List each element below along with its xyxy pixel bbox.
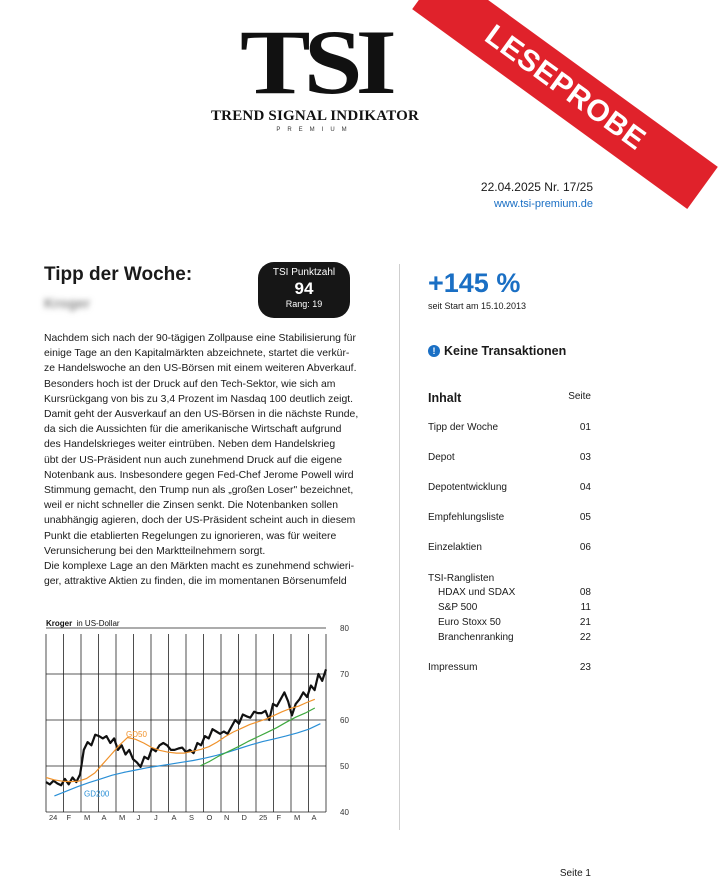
company-name-blurred: Kroger xyxy=(44,295,90,311)
score-value: 94 xyxy=(294,279,314,298)
column-divider xyxy=(399,264,400,830)
x-tick-label: M xyxy=(119,813,126,822)
performance-since: seit Start am 15.10.2013 xyxy=(428,301,527,311)
annotation-gd200: GD200 xyxy=(84,789,110,799)
chart-title: Kroger xyxy=(46,619,73,628)
y-tick-label: 80 xyxy=(340,624,349,633)
toc-item-impressum[interactable]: Impressum 23 xyxy=(428,662,591,673)
x-tick-label: J xyxy=(154,813,158,822)
website-link[interactable]: www.tsi-premium.de xyxy=(493,198,593,210)
x-tick-label: N xyxy=(224,813,230,822)
transactions-status xyxy=(428,344,566,358)
toc-item-depot[interactable]: Depot 03 xyxy=(428,452,591,463)
article-body xyxy=(44,331,360,589)
leseprobe-ribbon: LESEPROBE xyxy=(412,0,718,209)
article-line: einige Tage an den Kapitalmärkten abzeichnete, startet die verkür- xyxy=(44,348,350,360)
x-tick-label: S xyxy=(189,813,195,822)
toc-item-empfehlungsliste[interactable]: Empfehlungsliste 05 xyxy=(428,512,591,523)
logo-premium: PREMIUM xyxy=(276,127,354,133)
y-tick-label: 70 xyxy=(340,670,349,679)
toc-item-ranglisten[interactable]: TSI-Ranglisten xyxy=(428,573,495,584)
x-tick-label: M xyxy=(294,813,301,822)
x-tick-label: F xyxy=(66,813,72,822)
article-line: Damit geht der Ausverkauf an den US-Börsen in die nächste Runde, xyxy=(44,409,359,421)
x-tick-label: 24 xyxy=(49,813,58,822)
toc-sub-sp500[interactable]: S&P 500 11 xyxy=(438,602,591,613)
page-number: Seite 1 xyxy=(559,868,591,879)
x-tick-label: O xyxy=(206,813,213,822)
y-tick-label: 50 xyxy=(340,762,349,771)
x-tick-label: A xyxy=(171,813,177,822)
toc-item-tipp[interactable]: Tipp der Woche 01 xyxy=(428,422,591,433)
issue-info xyxy=(481,180,593,210)
toc-sub-eurostoxx[interactable]: Euro Stoxx 50 21 xyxy=(438,617,591,628)
article-line: Die komplexe Lage an den Märkten macht es zunehmend schwieri- xyxy=(44,561,355,573)
article-line: Nachdem sich nach der 90-tägigen Zollpause eine Stabilisierung für xyxy=(44,333,356,344)
performance-value: +145 % xyxy=(428,268,521,298)
article-line: übt der US-Präsident nun auch zunehmend Druck auf die eigene xyxy=(44,454,343,466)
svg-text:Kroger in US-Dollar xyxy=(46,619,120,628)
x-tick-label: D xyxy=(241,813,247,822)
info-icon: ! xyxy=(428,345,440,357)
y-tick-label: 60 xyxy=(340,716,349,725)
score-label: TSI Punktzahl xyxy=(272,267,336,278)
article-line: weil er nicht schneller die Zinsen senkt. Die Notenbanken sollen xyxy=(44,500,338,512)
transactions-label: Keine Transaktionen xyxy=(444,344,567,358)
tipp-heading: Tipp der Woche: xyxy=(44,264,193,285)
toc-item-depotentwicklung[interactable]: Depotentwicklung 04 xyxy=(428,482,591,493)
article-line: Stimmung gemacht, den Trump nun als „großen Loser" bezeichnet, xyxy=(44,485,354,497)
article-line: Verunsicherung bei den Marktteilnehmern sorgt. xyxy=(44,545,266,557)
x-tick-label: 25 xyxy=(259,813,268,822)
series-line-gd50 xyxy=(46,699,315,781)
series-line-signal xyxy=(200,708,315,766)
article-line: da sich die Aussichten für die amerikanische Wirtschaft aufgrund xyxy=(44,424,342,436)
article-line: Besonders hoch ist der Druck auf den Tech-Sektor, wie sich am xyxy=(44,378,336,390)
toc-sub-branchen[interactable]: Branchenranking 22 xyxy=(438,632,591,643)
masthead-logo xyxy=(190,11,440,156)
x-tick-label: J xyxy=(136,813,141,822)
article-line: ger, attraktive Aktien zu finden, die im momentanen Börsenumfeld xyxy=(44,576,347,588)
score-rank: Rang: 19 xyxy=(285,299,323,309)
x-tick-label: A xyxy=(101,813,107,822)
toc-item-einzelaktien[interactable]: Einzelaktien 06 xyxy=(428,542,591,553)
article-line: ze Handelswoche an den US-Börsen mit einem weiteren Abverkauf. xyxy=(44,363,357,375)
toc-title: Inhalt xyxy=(428,391,462,405)
x-tick-label: A xyxy=(311,813,317,822)
article-line: Kursrückgang von bis zu 3,4 Prozent im Nasdaq 100 deutlich zeigt. xyxy=(44,393,354,405)
issue-date-number: 22.04.2025 Nr. 17/25 xyxy=(480,180,593,194)
article-line: des Handelskrieges weiter eintrüben. Neben dem Handelskrieg xyxy=(44,439,336,451)
article-line: Punkt die etablierten Regelungen zu ignorieren, was für weitere xyxy=(44,530,337,542)
toc-sub-hdax[interactable]: HDAX und SDAX 08 xyxy=(438,587,591,598)
logo-tsi: TSI xyxy=(240,11,390,113)
chart-subtitle: in US-Dollar xyxy=(76,619,120,628)
toc-page-label: Seite xyxy=(568,391,591,402)
toc-header xyxy=(428,389,591,407)
annotation-gd50: GD50 xyxy=(126,729,147,739)
logo-subtitle: TREND SIGNAL INDIKATOR xyxy=(210,108,420,124)
x-tick-label: M xyxy=(84,813,91,822)
y-tick-label: 40 xyxy=(340,808,349,817)
article-line: unabhängig agieren, doch der US-Präsident scheint auch in diesem xyxy=(44,515,356,527)
article-line: Notenbank aus. Insbesondere gegen Fed-Chef Jerome Powell wird xyxy=(44,469,354,481)
tsi-score-badge xyxy=(258,262,350,318)
kroger-price-chart xyxy=(44,616,356,826)
x-tick-label: F xyxy=(276,813,282,822)
